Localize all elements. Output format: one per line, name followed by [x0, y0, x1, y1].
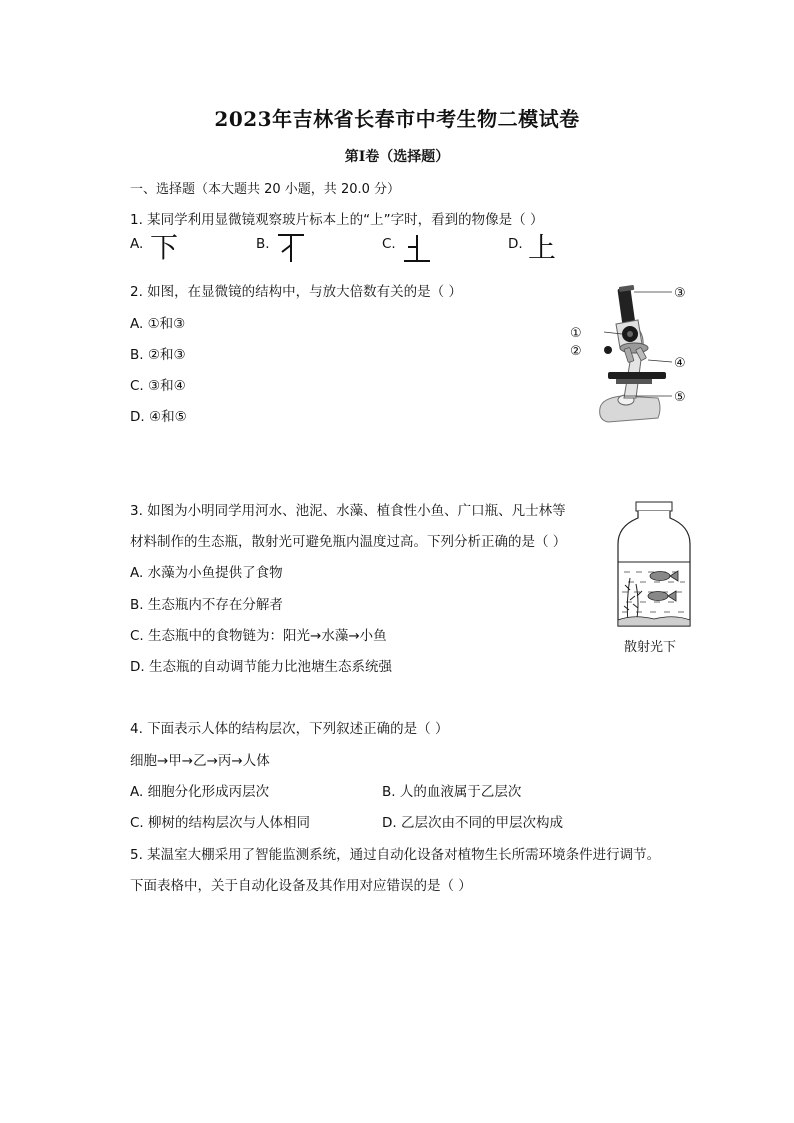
q3-stem-line1: 3. 如图为小明同学用河水、池泥、水藻、植食性小鱼、广口瓶、凡士林等: [130, 503, 566, 519]
q3-stem-line2: 材料制作的生态瓶，散射光可避免瓶内温度过高。下列分析正确的是（ ）: [130, 534, 567, 550]
q1-option-d-glyph: 上: [528, 231, 557, 264]
q1-option-a-glyph: 下: [150, 231, 179, 264]
q2-option-d: D. ④和⑤: [130, 409, 187, 425]
q2-option-b: B. ②和③: [130, 347, 186, 363]
figure-label-1: ①: [570, 326, 582, 341]
q2-stem: 2. 如图，在显微镜的结构中，与放大倍数有关的是（ ）: [130, 284, 462, 300]
q1-option-d-label: D.: [508, 236, 523, 252]
figure-label-5: ⑤: [674, 390, 686, 405]
q4-stem: 4. 下面表示人体的结构层次，下列叙述正确的是（ ）: [130, 721, 449, 737]
q3-option-a: A. 水藻为小鱼提供了食物: [130, 565, 283, 581]
q2-option-a: A. ①和③: [130, 316, 186, 332]
q4-option-c: C. 柳树的结构层次与人体相同: [130, 815, 311, 831]
q1-option-c-label: C.: [382, 236, 396, 252]
q1-option-b-label: B.: [256, 236, 270, 252]
section-heading: 一、选择题（本大题共 20 小题，共 20.0 分）: [130, 182, 401, 197]
q4-option-a: A. 细胞分化形成丙层次: [130, 784, 270, 800]
q3-option-c: C. 生态瓶中的食物链为：阳光→水藻→小鱼: [130, 628, 387, 644]
eco-bottle-caption: 散射光下: [624, 640, 677, 655]
mirrored-shang-glyph-icon: [402, 232, 432, 264]
q4-option-b: B. 人的血液属于乙层次: [382, 784, 522, 800]
eco-bottle-figure: [614, 500, 694, 632]
q4-option-d: D. 乙层次由不同的甲层次构成: [382, 815, 563, 831]
q1-option-a-label: A.: [130, 236, 144, 252]
figure-label-4: ④: [674, 356, 686, 371]
q3-option-d: D. 生态瓶的自动调节能力比池塘生态系统强: [130, 659, 392, 675]
q3-option-b: B. 生态瓶内不存在分解者: [130, 597, 283, 613]
q1-stem: 1. 某同学利用显微镜观察玻片标本上的“上”字时，看到的物像是（ ）: [130, 212, 544, 228]
q5-stem-line2: 下面表格中，关于自动化设备及其作用对应错误的是（ ）: [130, 878, 472, 894]
figure-label-3: ③: [674, 286, 686, 301]
q2-option-c: C. ③和④: [130, 378, 186, 394]
page-subtitle: 第I卷（选择题）: [344, 149, 450, 165]
microscope-figure: [562, 280, 694, 436]
figure-label-2: ②: [570, 344, 582, 359]
q4-chain: 细胞→甲→乙→丙→人体: [130, 753, 270, 769]
page-title: 2023年吉林省长春市中考生物二模试卷: [214, 107, 580, 131]
q5-stem-line1: 5. 某温室大棚采用了智能监测系统，通过自动化设备对植物生长所需环境条件进行调节。: [130, 847, 661, 863]
mirrored-xia-glyph-icon: [276, 232, 306, 264]
